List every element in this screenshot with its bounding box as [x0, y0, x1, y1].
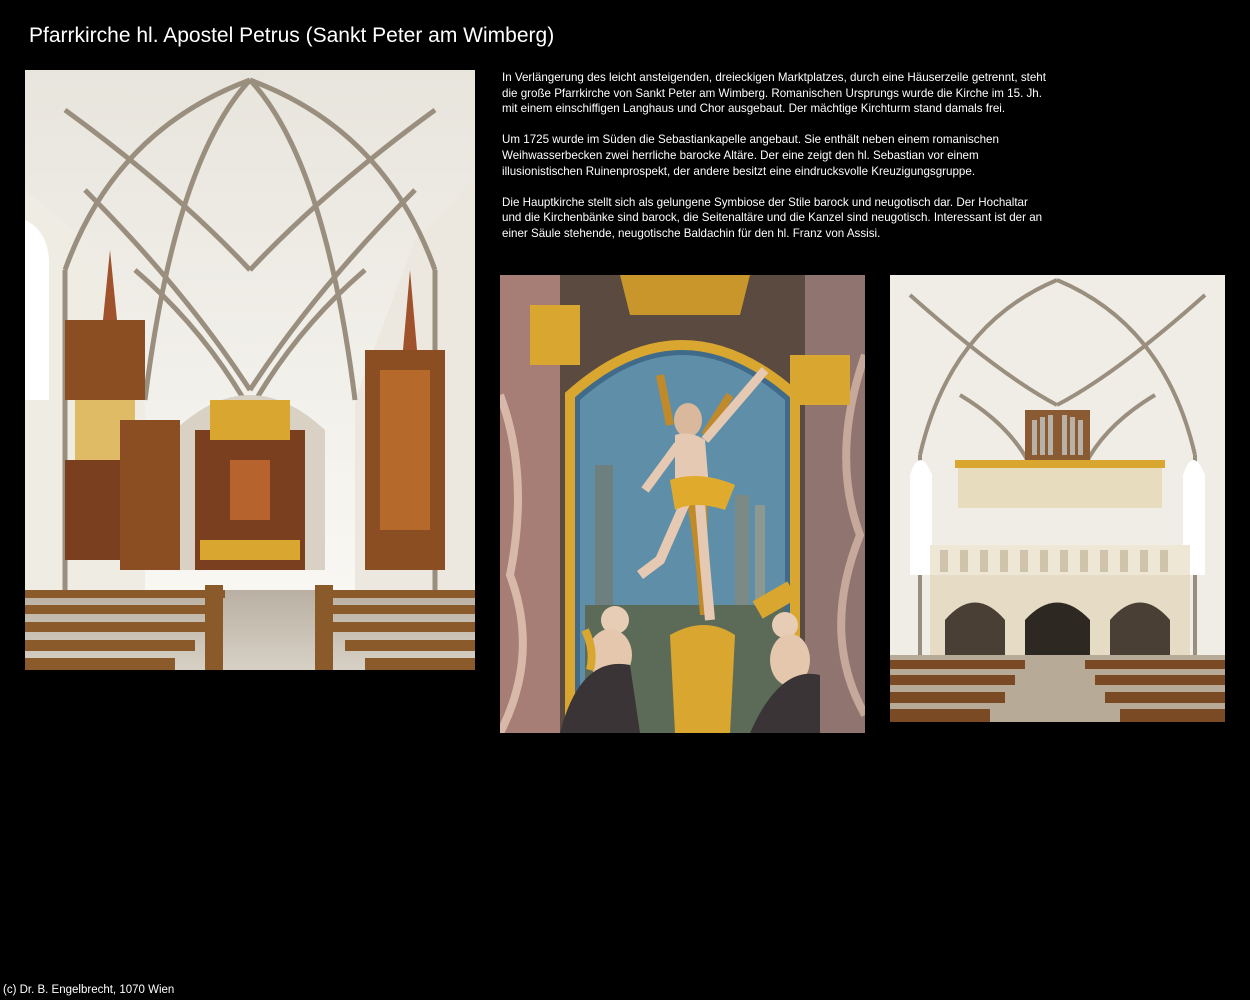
copyright-footer: (c) Dr. B. Engelbrecht, 1070 Wien	[3, 984, 175, 996]
organ-gallery-photo	[890, 275, 1225, 722]
description-text	[502, 70, 1047, 257]
church-nave-photo	[25, 70, 475, 670]
paragraph-sebastian-chapel: Um 1725 wurde im Süden die Sebastiankapelle angebaut. Sie enthält neben einem romanischen Weihwasserbecken zwei herrliche barocke Altäre. Der eine zeigt den hl. Sebastian vor einem illusionistischen Ruinenprospekt, der andere besitzt eine eindrucksvolle Kreuzigungsgruppe.	[502, 133, 999, 178]
page-title: Pfarrkirche hl. Apostel Petrus (Sankt Peter am Wimberg)	[29, 24, 555, 47]
paragraph-main-church: Die Hauptkirche stellt sich als gelungene Symbiose der Stile barock und neugotisch dar. Der Hochaltar und die Kirchenbänke sind barock, die Seitenaltäre und die Kanzel sind neugotisch. Interessant ist der an einer Säule stehende, neugotische Baldachin für den hl. Franz von Assisi.	[502, 195, 1043, 240]
paragraph-history: In Verlängerung des leicht ansteigenden, dreieckigen Marktplatzes, durch eine Häuserzeile getrennt, steht die große Pfarrkirche von Sankt Peter am Wimberg. Romanischen Ursprungs wurde die Kirche im 15. Jh. mit einem einschiffigen Langhaus und Chor ausgebaut. Der mächtige Kirchturm stand damals frei.	[502, 71, 1046, 116]
sebastian-altar-photo	[500, 275, 865, 733]
